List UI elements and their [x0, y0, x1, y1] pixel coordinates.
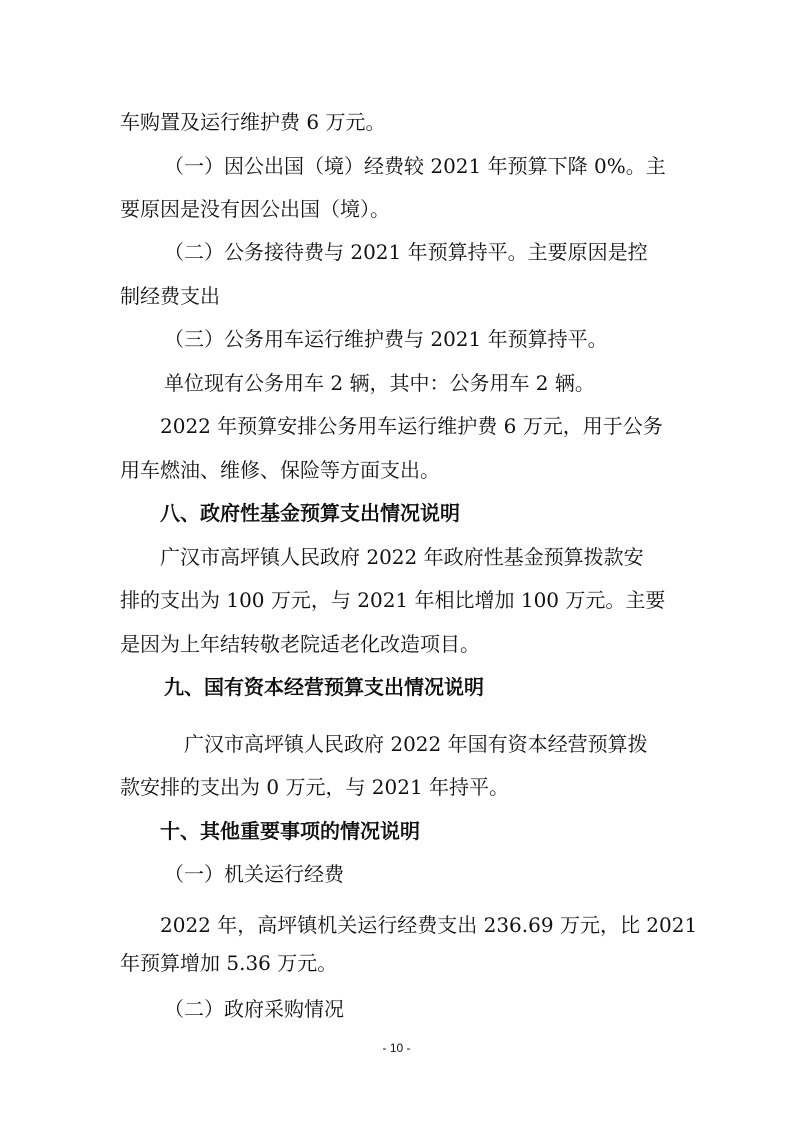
section-heading: 九、国有资本经营预算支出情况说明 — [164, 675, 484, 699]
text-line: （一）机关运行经费 — [164, 862, 344, 886]
text-line: 车购置及运行维护费 6 万元。 — [120, 110, 386, 134]
section-heading: 八、政府性基金预算支出情况说明 — [160, 501, 460, 525]
text-line: 年预算增加 5.36 万元。 — [120, 951, 338, 975]
text-line: 广汉市高坪镇人民政府 2022 年国有资本经营预算拨 — [184, 732, 648, 756]
text-line: 要原因是没有因公出国（境）。 — [120, 197, 390, 221]
text-line: 2022 年预算安排公务用车运行维护费 6 万元，用于公务 — [160, 414, 663, 438]
text-line: 排的支出为 100 万元，与 2021 年相比增加 100 万元。主要 — [120, 588, 666, 612]
text-line: 款安排的支出为 0 万元，与 2021 年持平。 — [120, 775, 510, 799]
text-line: 是因为上年结转敬老院适老化改造项目。 — [120, 632, 480, 656]
text-line: （一）因公出国（境）经费较 2021 年预算下降 0%。主 — [164, 154, 666, 178]
text-line: 2022 年，高坪镇机关运行经费支出 236.69 万元，比 2021 — [160, 913, 698, 937]
text-line: 制经费支出 — [120, 284, 220, 308]
page-number: - 10 - — [382, 1041, 411, 1055]
text-line: （二）公务接待费与 2021 年预算持平。主要原因是控 — [164, 240, 648, 264]
text-line: 广汉市高坪镇人民政府 2022 年政府性基金预算拨款安 — [160, 545, 644, 569]
section-heading: 十、其他重要事项的情况说明 — [160, 819, 420, 843]
text-line: （三）公务用车运行维护费与 2021 年预算持平。 — [164, 327, 608, 351]
text-line: （二）政府采购情况 — [164, 997, 344, 1021]
text-line: 单位现有公务用车 2 辆，其中：公务用车 2 辆。 — [164, 371, 595, 395]
text-line: 用车燃油、维修、保险等方面支出。 — [120, 458, 440, 482]
